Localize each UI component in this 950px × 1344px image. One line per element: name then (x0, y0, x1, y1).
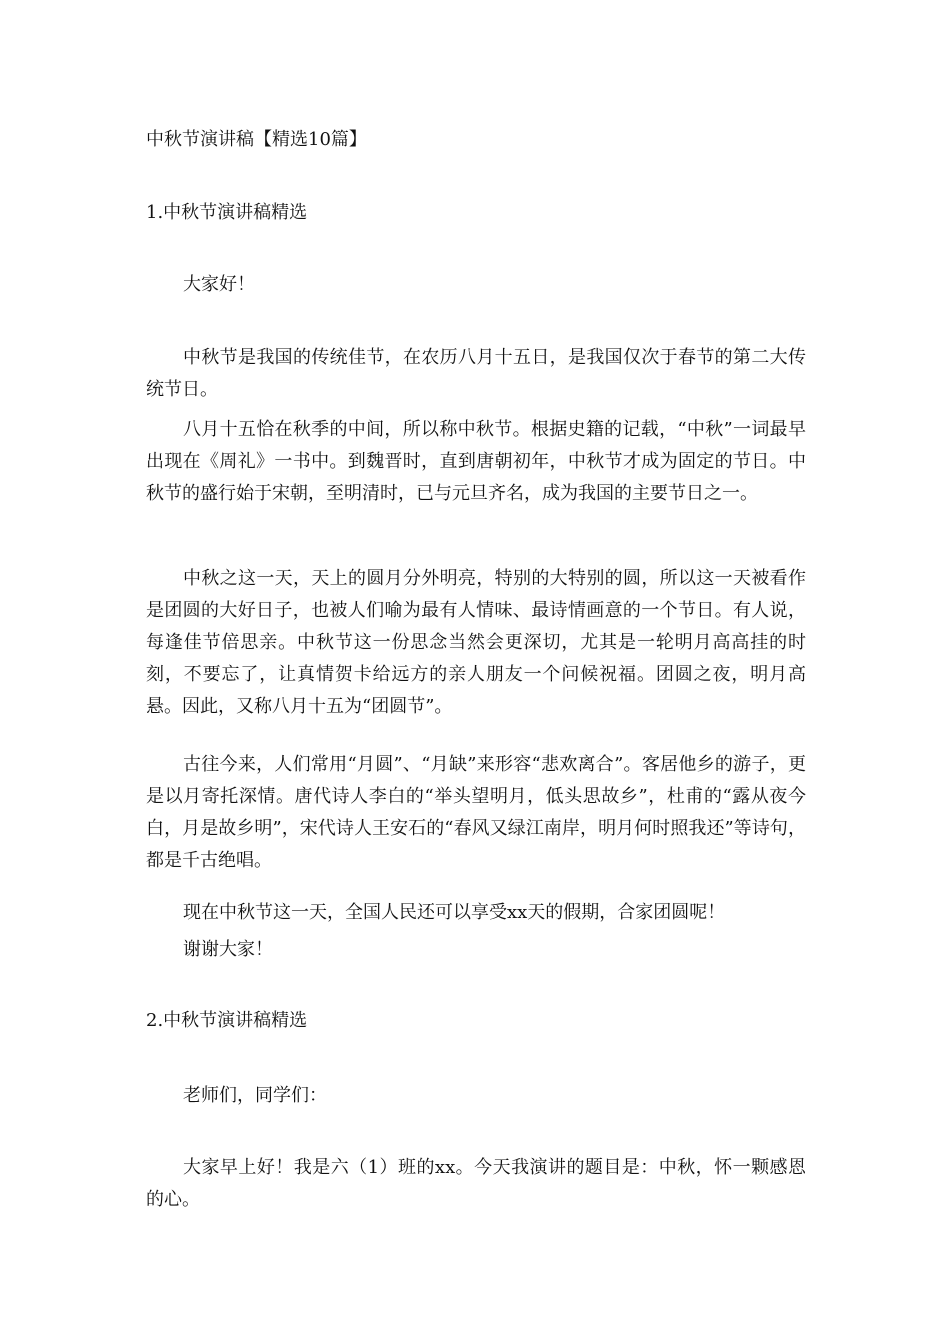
paragraph-1-2: 八月十五恰在秋季的中间，所以称中秋节。根据史籍的记载，“中秋”一词最早出现在《周礼》一书中。到魏晋时，直到唐朝初年，中秋节才成为固定的节日。中秋节的盛行始于宋朝，至明清时，已与元旦齐名，成为我国的主要节日之一。 (146, 419, 806, 504)
greeting-1: 大家好！ (183, 274, 255, 295)
section-heading-2: 2.中秋节演讲稿精选 (146, 1010, 308, 1031)
paragraph-1-5: 现在中秋节这一天，全国人民还可以享受xx天的假期，合家团圆呢！ (183, 902, 726, 923)
document-title: 中秋节演讲稿【精选10篇】 (146, 129, 367, 150)
section-heading-1: 1.中秋节演讲稿精选 (146, 202, 308, 223)
paragraph-1-3: 中秋之这一天，天上的圆月分外明亮，特别的大特别的圆，所以这一天被看作是团圆的大好日子，也被人们喻为最有人情味、最诗情画意的一个节日。有人说，每逢佳节倍思亲。中秋节这一份思念当然会更深切，尤其是一轮明月高高挂的时刻，不要忘了，让真情贺卡给远方的亲人朋友一个问候祝福。团圆之夜，明月高悬。因此，又称八月十五为“团圆节”。 (146, 568, 806, 717)
paragraph-2-1: 大家早上好！我是六（1）班的xx。今天我演讲的题目是：中秋，怀一颗感恩的心。 (146, 1157, 806, 1210)
greeting-2: 老师们，同学们： (183, 1085, 327, 1106)
paragraph-1-6: 谢谢大家！ (183, 939, 273, 960)
paragraph-1-4: 古往今来，人们常用“月圆”、“月缺”来形容“悲欢离合”。客居他乡的游子，更是以月寄托深情。唐代诗人李白的“举头望明月，低头思故乡”，杜甫的“露从夜今白，月是故乡明”，宋代诗人王安石的“春风又绿江南岸，明月何时照我还”等诗句，都是千古绝唱。 (146, 754, 806, 871)
paragraph-1-1: 中秋节是我国的传统佳节，在农历八月十五日，是我国仅次于春节的第二大传统节日。 (146, 347, 806, 400)
